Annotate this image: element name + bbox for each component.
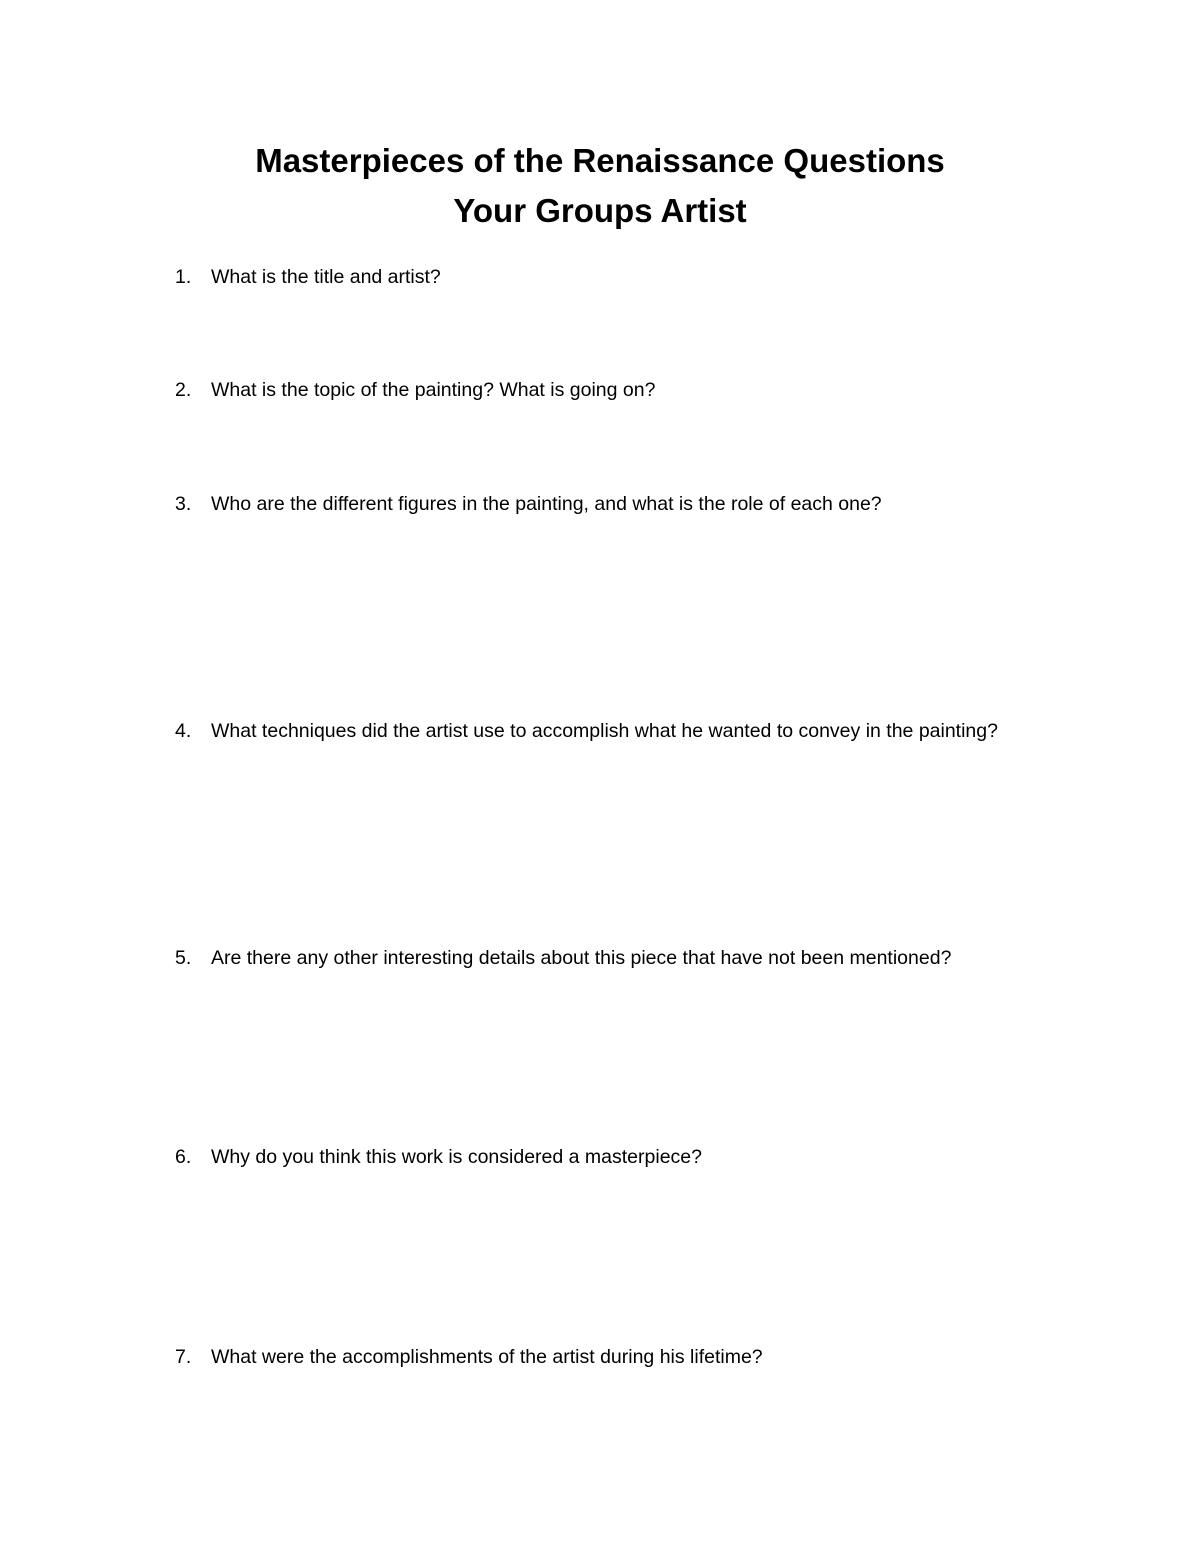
question-7 xyxy=(175,1343,1055,1372)
question-number: 4. xyxy=(175,720,192,742)
question-text: What techniques did the artist use to accomplish what he wanted to convey in the painting? xyxy=(211,720,998,742)
question-text: Are there any other interesting details about this piece that have not been mentioned? xyxy=(211,947,952,969)
question-text: Who are the different figures in the painting, and what is the role of each one? xyxy=(211,493,882,515)
question-2 xyxy=(175,376,1055,405)
question-number: 7. xyxy=(175,1346,192,1368)
question-number: 3. xyxy=(175,493,192,515)
question-number: 6. xyxy=(175,1146,192,1168)
question-text: Why do you think this work is considered a masterpiece? xyxy=(211,1146,702,1168)
question-number: 2. xyxy=(175,379,192,401)
question-text: What is the topic of the painting? What is going on? xyxy=(211,379,656,401)
question-text: What is the title and artist? xyxy=(211,266,441,288)
question-text: What were the accomplishments of the artist during his lifetime? xyxy=(211,1346,763,1368)
question-4 xyxy=(175,717,1055,746)
question-number: 1. xyxy=(175,266,192,288)
question-number: 5. xyxy=(175,947,192,969)
question-1 xyxy=(175,263,1055,292)
question-6 xyxy=(175,1143,1055,1172)
document-subtitle: Your Groups Artist xyxy=(453,192,747,229)
question-5 xyxy=(175,944,1055,973)
document-title: Masterpieces of the Renaissance Questions xyxy=(255,142,945,179)
question-3 xyxy=(175,490,1055,519)
